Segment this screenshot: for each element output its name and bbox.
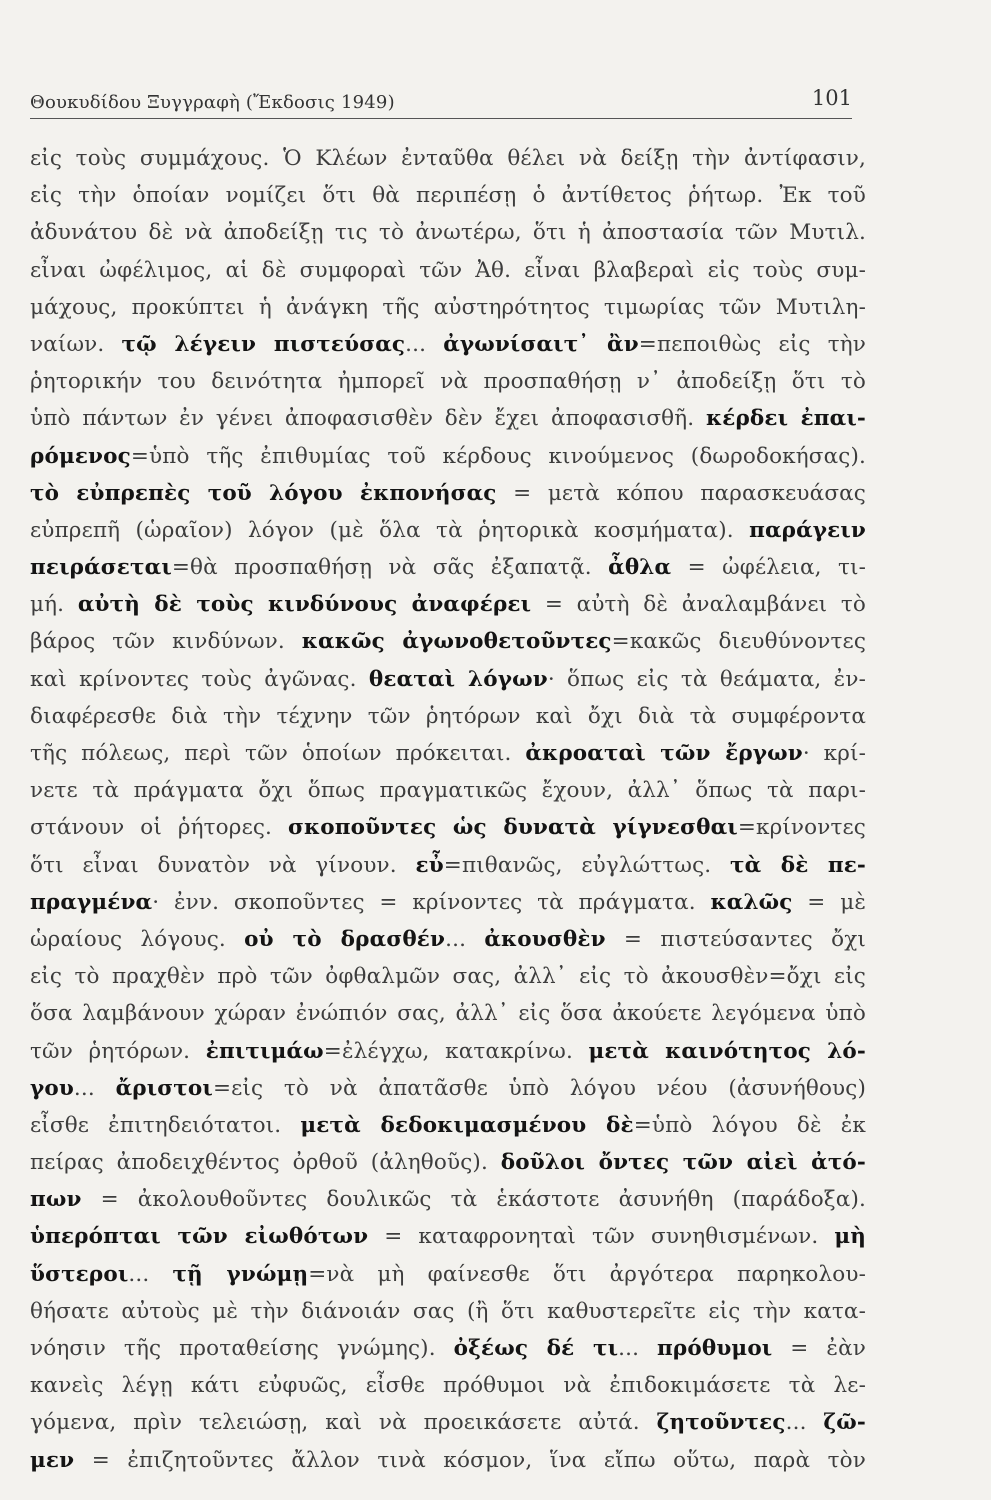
text-line <box>30 1293 866 1330</box>
gloss-text: · κρί- <box>802 741 867 766</box>
text-line <box>30 1070 866 1107</box>
text-line <box>30 438 866 475</box>
gloss-text: =κρίνοντες <box>737 815 866 841</box>
text-line <box>30 289 866 326</box>
gloss-text: τῶν ῥητόρων. <box>30 1038 206 1064</box>
gloss-text: βάρος τῶν κινδύνων. <box>30 629 302 655</box>
gloss-text: =πιθανῶς, εὐγλώττως. <box>443 852 731 878</box>
lemma-term: ὕστεροι <box>30 1261 129 1287</box>
gloss-text: μή. <box>30 592 78 618</box>
lemma-term: δοῦλοι ὄντες τῶν αἰεὶ ἀτό- <box>500 1150 867 1176</box>
gloss-text: =νὰ μὴ φαίνεσθε ὅτι ἀργότερα παρηκολου- <box>308 1261 867 1287</box>
text-line <box>30 772 866 809</box>
text-line <box>30 921 866 958</box>
gloss-text: εὐπρεπῆ (ὡραῖον) λόγον (μὲ ὅλα τὰ ῥητορικὰ κοσμήματα). <box>30 517 750 543</box>
lemma-term: πρόθυμοι <box>657 1336 773 1361</box>
text-line <box>30 1107 866 1144</box>
lemma-term: οὐ τὸ δρασθέν <box>244 926 446 952</box>
gloss-text: ... <box>128 1261 173 1287</box>
gloss-text: κανεὶς λέγῃ κάτι εὐφυῶς, εἶσθε πρόθυμοι νὰ ἐπιδοκιμάσετε τὰ λε- <box>30 1373 866 1399</box>
text-line <box>30 1033 866 1070</box>
gloss-text: εἶσθε ἐπιτηδειότατοι. <box>30 1112 301 1138</box>
lemma-term: εὖ <box>415 852 444 878</box>
text-line <box>30 586 866 623</box>
gloss-text: · ὅπως εἰς τὰ θεάματα, ἐν- <box>547 666 866 692</box>
lemma-term: αὐτὴ δὲ τοὺς κινδύνους ἀναφέρει <box>77 592 532 618</box>
gloss-text: =ὑπὸ τῆς ἐπιθυμίας τοῦ κέρδους κινούμενος (δωροδοκήσας). <box>130 443 866 469</box>
gloss-text: ὅσα λαμβάνουν χώραν ἐνώπιόν σας, ἀλλ᾽ εἰς ὅσα ἀκούετε λεγόμενα ὑπὸ <box>30 1001 866 1027</box>
lemma-term: ἀκροαταὶ τῶν ἔργων <box>525 741 803 766</box>
gloss-text: = αὐτὴ δὲ ἀναλαμβάνει τὸ <box>531 592 867 618</box>
lemma-term: ὀξέως δέ τι <box>453 1336 619 1361</box>
lemma-term: ἄριστοι <box>115 1075 213 1101</box>
lemma-term: ρόμενος <box>30 443 131 469</box>
text-line <box>30 1218 866 1255</box>
text-line <box>30 1442 866 1479</box>
lemma-term: ζητοῦντες <box>656 1410 786 1436</box>
lemma-term: πειράσεται <box>30 555 172 581</box>
text-line <box>30 140 866 177</box>
gloss-text: πείρας ἀποδειχθέντος ὀρθοῦ (ἀληθοῦς). <box>30 1150 501 1176</box>
text-line <box>30 958 866 995</box>
lemma-term: πων <box>30 1187 82 1213</box>
text-line <box>30 214 866 251</box>
lemma-term: κακῶς ἀγωνοθετοῦντες <box>301 629 612 655</box>
lemma-term: μετὰ δεδοκιμασμένου δὲ <box>300 1112 634 1138</box>
text-line <box>30 809 866 846</box>
gloss-text: = μετὰ κόπου παρασκευάσας <box>496 480 866 506</box>
text-line <box>30 400 866 437</box>
text-line <box>30 326 866 363</box>
lemma-term: ὑπερόπται τῶν εἰωθότων <box>30 1224 369 1250</box>
lemma-term: ἐπιτιμάω <box>205 1038 324 1064</box>
gloss-text: = μὲ <box>792 889 867 915</box>
text-line <box>30 1181 866 1218</box>
gloss-text: ὡραίους λόγους. <box>30 926 245 952</box>
gloss-text: γόμενα, πρὶν τελειώσῃ, καὶ νὰ προεικάσετε αὐτά. <box>30 1410 657 1436</box>
gloss-text: · ἐνν. σκοποῦντες = κρίνοντες τὰ πράγματα. <box>152 889 711 915</box>
gloss-text: τῆς πόλεως, περὶ τῶν ὁποίων πρόκειται. <box>30 741 526 766</box>
gloss-text: εἰς τὸ πραχθὲν πρὸ τῶν ὀφθαλμῶν σας, ἀλλ᾽ εἰς τὸ ἀκουσθὲν=ὄχι εἰς <box>30 964 866 990</box>
text-line <box>30 512 866 549</box>
gloss-text: εἰς τὴν ὁποίαν νομίζει ὅτι θὰ περιπέσῃ ὁ ἀντίθετος ῥήτωρ. Ἐκ τοῦ <box>30 183 866 209</box>
text-line <box>30 698 866 735</box>
lemma-term: μεν <box>30 1447 75 1473</box>
gloss-text: ναίων. <box>30 331 122 357</box>
lemma-term: ἀγωνίσαιτ᾽ ἂν <box>443 331 639 357</box>
lemma-term: τῇ γνώμῃ <box>172 1261 309 1287</box>
lemma-term: μετὰ καινότητος λό- <box>588 1038 866 1064</box>
gloss-text: ὅτι εἶναι δυνατὸν νὰ γίνουν. <box>30 852 416 878</box>
text-line <box>30 1144 866 1181</box>
gloss-text: νετε τὰ πράγματα ὄχι ὅπως πραγματικῶς ἔχουν, ἀλλ᾽ ὅπως τὰ παρι- <box>30 778 866 804</box>
lemma-term: μὴ <box>834 1224 867 1250</box>
text-line <box>30 1404 866 1441</box>
lemma-term: ἀκουσθὲν <box>484 926 606 952</box>
lemma-term: γου <box>30 1075 74 1101</box>
lemma-term: ἆθλα <box>608 555 672 581</box>
lemma-term: παράγειν <box>749 517 866 543</box>
text-line <box>30 177 866 214</box>
text-line <box>30 475 866 512</box>
text-line <box>30 623 866 660</box>
gloss-text: = ἐπιζητοῦντες ἄλλον τινὰ κόσμον, ἵνα εἴπω οὕτω, παρὰ τὸν <box>74 1447 866 1473</box>
text-line <box>30 1330 866 1367</box>
gloss-text: =θὰ προσπαθήσῃ νὰ σᾶς ἐξαπατᾷ. <box>171 555 609 581</box>
text-line <box>30 735 866 772</box>
gloss-text: = ὠφέλεια, τι- <box>671 555 866 581</box>
gloss-text: =ἐλέγχω, κατακρίνω. <box>323 1038 589 1064</box>
gloss-text: ... <box>73 1075 116 1101</box>
gloss-text: ἀδυνάτου δὲ νὰ ἀποδείξῃ τις τὸ ἀνωτέρω, ὅτι ἡ ἀποστασία τῶν Μυτιλ. <box>30 220 866 246</box>
text-line <box>30 884 866 921</box>
gloss-text: θήσατε αὐτοὺς μὲ τὴν διάνοιάν σας (ἢ ὅτι καθυστερεῖτε εἰς τὴν κατα- <box>30 1298 866 1324</box>
gloss-text: στάνουν οἱ ῥήτορες. <box>30 815 288 841</box>
lemma-term: πραγμένα <box>30 889 153 915</box>
lemma-term: σκοποῦντες ὡς δυνατὰ γίγνεσθαι <box>287 815 738 841</box>
gloss-text: καὶ κρίνοντες τοὺς ἀγῶνας. <box>30 666 369 692</box>
gloss-text: = ἐὰν <box>772 1336 866 1361</box>
page-number: 101 <box>811 86 852 110</box>
text-line <box>30 995 866 1032</box>
gloss-text: ὑπὸ πάντων ἐν γένει ἀποφασισθὲν δὲν ἔχει ἀποφασισθῆ. <box>30 406 706 432</box>
gloss-text: ... <box>618 1336 658 1361</box>
text-line <box>30 847 866 884</box>
running-header <box>30 86 852 119</box>
text-line <box>30 363 866 400</box>
lemma-term: τῷ λέγειν πιστεύσας <box>121 331 406 357</box>
gloss-text: =εἰς τὸ νὰ ἀπατᾶσθε ὑπὸ λόγου νέου (ἀσυνήθους) <box>212 1075 866 1101</box>
gloss-text: ῥητορικήν του δεινότητα ἠμπορεῖ νὰ προσπαθήσῃ ν᾽ ἀποδείξῃ ὅτι τὸ <box>30 369 866 395</box>
text-line <box>30 1256 866 1293</box>
text-line <box>30 252 866 289</box>
lemma-term: τὰ δὲ πε- <box>730 852 866 878</box>
gloss-text: =ὑπὸ λόγου δὲ ἐκ <box>633 1112 866 1138</box>
lemma-term: κέρδει ἐπαι- <box>705 406 866 432</box>
text-line <box>30 661 866 698</box>
gloss-text: ... <box>785 1410 824 1436</box>
gloss-text: =πεποιθὼς εἰς τὴν <box>638 331 867 357</box>
gloss-text: =κακῶς διευθύνοντες <box>611 629 867 655</box>
header-title: Θουκυδίδου Ξυγγραφὴ (Ἔκδοσις 1949) <box>30 92 395 113</box>
lemma-term: καλῶς <box>710 889 793 915</box>
lemma-term: τὸ εὐπρεπὲς τοῦ λόγου ἐκπονήσας <box>30 480 497 506</box>
gloss-text: νόησιν τῆς προταθείσης γνώμης). <box>30 1336 454 1361</box>
lemma-term: θεαταὶ λόγων <box>368 666 548 692</box>
text-line <box>30 549 866 586</box>
lemma-term: ζῶ- <box>823 1410 867 1436</box>
gloss-text: = ἀκολουθοῦντες δουλικῶς τὰ ἑκάστοτε ἀσυνήθη (παράδοξα). <box>81 1187 866 1213</box>
gloss-text: = καταφρονηταὶ τῶν συνηθισμένων. <box>368 1224 835 1250</box>
gloss-text: ... <box>445 926 485 952</box>
gloss-text: διαφέρεσθε διὰ τὴν τέχνην τῶν ῥητόρων καὶ ὄχι διὰ τὰ συμφέροντα <box>30 703 866 729</box>
gloss-text: εἰς τοὺς συμμάχους. Ὁ Κλέων ἐνταῦθα θέλει νὰ δείξῃ τὴν ἀντίφασιν, <box>30 146 866 171</box>
gloss-text: ... <box>405 331 444 357</box>
gloss-text: = πιστεύσαντες ὄχι <box>605 926 866 952</box>
gloss-text: εἶναι ὠφέλιμος, αἱ δὲ συμφοραὶ τῶν Ἀθ. εἶναι βλαβεραὶ εἰς τοὺς συμ- <box>30 257 866 283</box>
commentary-text <box>30 140 866 1479</box>
text-line <box>30 1367 866 1404</box>
gloss-text: μάχους, προκύπτει ἡ ἀνάγκη τῆς αὐστηρότητος τιμωρίας τῶν Μυτιλη- <box>30 294 866 320</box>
